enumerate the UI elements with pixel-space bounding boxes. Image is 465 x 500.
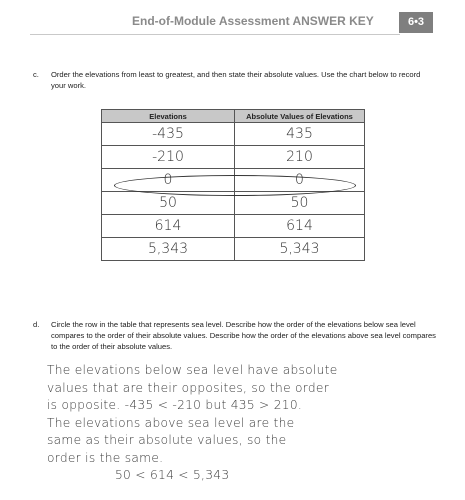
- elevation-cell: 50: [102, 192, 235, 215]
- question-c-text: Order the elevations from least to greatest, and then state their absolute values. Use the chart below to record your work.: [51, 70, 421, 90]
- elevations-header: Elevations: [102, 110, 235, 123]
- question-d-text: Circle the row in the table that represents sea level. Describe how the order of the elevations below sea level compares to the order of their absolute values. Describe how the order of the elevations above sea level compares to the order of their absolute values.: [51, 320, 436, 351]
- answer-line: The elevations below sea level have absolute: [47, 363, 338, 377]
- answer-line: is opposite. -435 < -210 but 435 > 210.: [47, 398, 303, 412]
- absolute-value-cell: 210: [235, 146, 365, 169]
- elevation-cell: -435: [102, 123, 235, 146]
- question-d-letter: d.: [33, 320, 40, 329]
- page-title: End-of-Module Assessment ANSWER KEY: [132, 14, 374, 28]
- page-header: [0, 12, 465, 34]
- elevation-cell: 5,343: [102, 238, 235, 261]
- table-row: [102, 123, 365, 146]
- elevation-cell: -210: [102, 146, 235, 169]
- header-divider: [30, 34, 400, 35]
- table-row: [102, 146, 365, 169]
- answer-line: The elevations above sea level are the: [47, 415, 295, 430]
- absolute-value-cell: 5,343: [235, 238, 365, 261]
- table-row: [102, 215, 365, 238]
- absolute-value-cell: 435: [235, 123, 365, 146]
- answer-line: values that are their opposites, so the order: [47, 380, 330, 395]
- elevation-cell: 614: [102, 215, 235, 238]
- question-c-letter: c.: [33, 70, 39, 79]
- answer-inequality: 50 < 614 < 5,343: [115, 468, 230, 482]
- absolute-values-header: Absolute Values of Elevations: [235, 110, 365, 123]
- module-badge: 6•3: [399, 12, 433, 33]
- elevation-cell: 0: [102, 169, 235, 192]
- answer-line: same as their absolute values, so the: [47, 433, 287, 447]
- handwritten-answer: [47, 362, 437, 485]
- absolute-value-cell: 614: [235, 215, 365, 238]
- sea-level-circle: [114, 175, 356, 196]
- table-row: [102, 238, 365, 261]
- absolute-value-cell: 50: [235, 192, 365, 215]
- answer-line: order is the same.: [47, 450, 164, 465]
- table-header-row: [102, 110, 365, 123]
- absolute-value-cell: 0: [235, 169, 365, 192]
